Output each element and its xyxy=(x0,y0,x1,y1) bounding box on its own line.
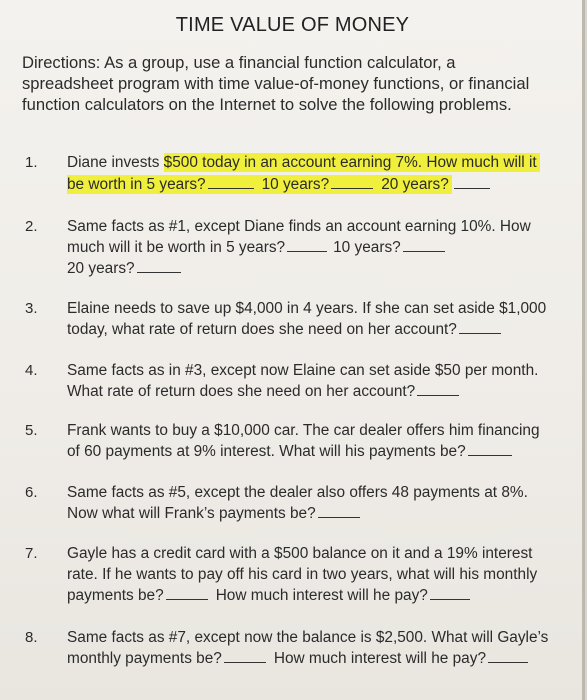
question-text-part: payments be? xyxy=(67,587,164,604)
question-number: 3. xyxy=(25,300,38,317)
directions-line-1: Directions: As a group, use a financial function calculator, a xyxy=(22,53,456,72)
answer-blank[interactable] xyxy=(459,321,501,334)
answer-blank[interactable] xyxy=(417,383,459,396)
question-text-part: Now what will Frank’s payments be? xyxy=(67,505,316,522)
question-text-part: today, what rate of return does she need on her account? xyxy=(67,321,457,338)
question-text-part: monthly payments be? xyxy=(67,650,222,667)
question-text xyxy=(67,152,547,195)
question-number: 1. xyxy=(25,154,38,171)
question-number: 2. xyxy=(25,218,38,235)
question-text-part: 10 years? xyxy=(261,176,330,193)
question-text-part: Same facts as #5, except the dealer also offers 48 payments at 8%. xyxy=(67,484,528,501)
highlighted-text: $500 today in an account earning 7%. How much will it xyxy=(164,153,540,172)
question-number: 4. xyxy=(25,362,38,379)
question-text-part: 20 years? xyxy=(381,176,449,193)
question-text-part: Elaine needs to save up $4,000 in 4 years. If she can set aside $1,000 xyxy=(67,300,547,317)
question-text-part: be worth in 5 years? xyxy=(67,176,206,193)
answer-blank[interactable] xyxy=(224,650,266,663)
question-text xyxy=(67,298,547,340)
question-text-part: Gayle has a credit card with a $500 balance on it and a 19% interest xyxy=(67,545,533,562)
answer-blank[interactable] xyxy=(137,260,181,273)
question-text-part: rate. If he wants to pay off his card in two years, what will his monthly xyxy=(67,566,538,583)
directions-line-3: function calculators on the Internet to solve the following problems. xyxy=(22,95,512,114)
answer-blank[interactable] xyxy=(488,650,528,663)
answer-blank[interactable] xyxy=(468,443,512,456)
question-text-part: Same facts as #7, except now the balance is $2,500. What will Gayle’s xyxy=(67,629,549,646)
question-text-part: How much interest will he pay? xyxy=(273,650,486,667)
question-text-part: 20 years? xyxy=(67,260,135,277)
question-number: 5. xyxy=(25,422,38,439)
question-number: 8. xyxy=(25,629,38,646)
answer-blank[interactable] xyxy=(287,239,327,252)
question-number: 7. xyxy=(25,545,38,562)
answer-blank[interactable] xyxy=(403,239,445,252)
question-text-part: Frank wants to buy a $10,000 car. The car dealer offers him financing xyxy=(67,422,540,439)
question-text-part: of 60 payments at 9% interest. What will his payments be? xyxy=(67,443,466,460)
question-text xyxy=(67,627,547,669)
question-text-part: How much interest will he pay? xyxy=(215,587,428,604)
page-edge xyxy=(582,0,585,700)
question-text xyxy=(67,360,547,402)
question-text-part: 10 years? xyxy=(333,239,401,256)
question-text-part: much will it be worth in 5 years? xyxy=(67,239,286,256)
directions-line-2: spreadsheet program with time value-of-money functions, or financial xyxy=(22,74,530,93)
answer-blank[interactable] xyxy=(454,176,490,189)
question-text xyxy=(67,420,547,462)
question-text xyxy=(67,216,547,279)
answer-blank[interactable] xyxy=(331,176,373,189)
page-title: TIME VALUE OF MONEY xyxy=(175,14,410,36)
directions-text xyxy=(22,52,562,115)
answer-blank[interactable] xyxy=(318,505,360,518)
answer-blank[interactable] xyxy=(208,176,254,189)
question-text xyxy=(67,543,547,606)
question-text-part: What rate of return does she need on her account? xyxy=(67,383,416,400)
answer-blank[interactable] xyxy=(430,587,470,600)
question-text-part: Diane invests xyxy=(67,154,164,171)
question-text xyxy=(67,482,547,524)
highlighted-text xyxy=(67,175,452,194)
question-number: 6. xyxy=(25,484,38,501)
question-text-part: Same facts as #1, except Diane finds an account earning 10%. How xyxy=(67,218,531,235)
question-text-part: Same facts as in #3, except now Elaine can set aside $50 per month. xyxy=(67,362,539,379)
answer-blank[interactable] xyxy=(166,587,208,600)
